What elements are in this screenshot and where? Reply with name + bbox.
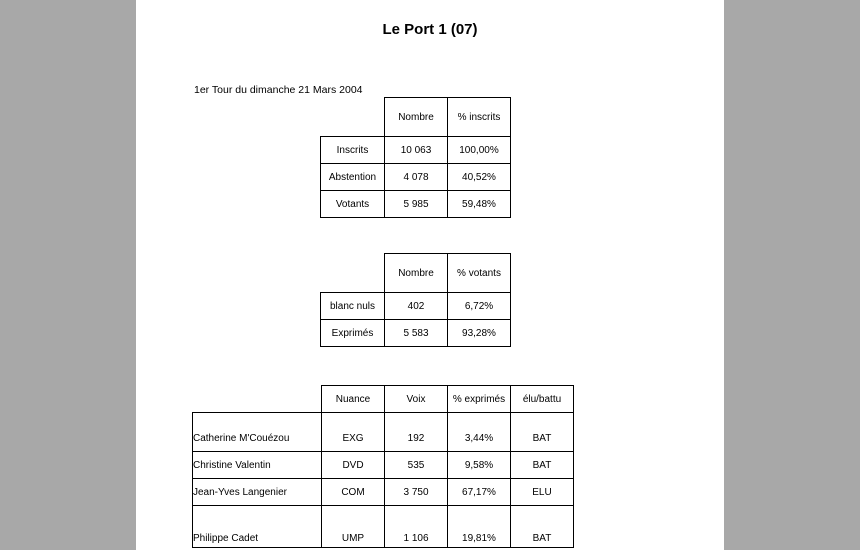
header-cell: Nuance [322,386,385,413]
table-cell: ELU [511,479,574,506]
table-cell: 40,52% [448,164,511,191]
candidate-name: Philippe Cadet [193,506,322,548]
table-cell: 93,28% [448,320,511,347]
table-row [193,506,574,548]
election-round-subtitle: 1er Tour du dimanche 21 Mars 2004 [194,84,363,96]
table-cell: 535 [385,452,448,479]
header-cell-empty [321,254,385,293]
table-cell: UMP [322,506,385,548]
table-cell: 100,00% [448,137,511,164]
candidates-table [192,385,574,548]
header-cell: Nombre [385,254,448,293]
table-cell: 5 985 [385,191,448,218]
table-cell: 59,48% [448,191,511,218]
candidate-name: Jean-Yves Langenier [193,479,322,506]
candidate-name: Christine Valentin [193,452,322,479]
table-row [321,137,511,164]
table-header-row [321,98,511,137]
row-label: Abstention [321,164,385,191]
table-cell: 192 [385,425,448,452]
table-header-row [321,254,511,293]
table-cell: 1 106 [385,506,448,548]
table-cell: 67,17% [448,479,511,506]
header-cell: % exprimés [448,386,511,413]
header-cell: Nombre [385,98,448,137]
row-label: Inscrits [321,137,385,164]
table-cell: BAT [511,425,574,452]
table-cell: 3,44% [448,425,511,452]
table-cell: 5 583 [385,320,448,347]
registration-table [320,97,511,218]
table-cell: BAT [511,506,574,548]
table-cell: 9,58% [448,452,511,479]
header-cell: % inscrits [448,98,511,137]
table-cell: 4 078 [385,164,448,191]
table-row [321,320,511,347]
row-label: blanc nuls [321,293,385,320]
header-cell-empty [193,386,322,413]
table-cell: 19,81% [448,506,511,548]
table-cell: 3 750 [385,479,448,506]
table-cell: DVD [322,452,385,479]
header-cell: Voix [385,386,448,413]
table-row [193,479,574,506]
table-cell: 6,72% [448,293,511,320]
row-label: Votants [321,191,385,218]
row-label: Exprimés [321,320,385,347]
table-cell: COM [322,479,385,506]
table-row [321,191,511,218]
votes-cast-table [320,253,511,347]
document-page [136,0,724,550]
spacer-row [193,413,574,426]
table-cell: 10 063 [385,137,448,164]
header-cell-empty [321,98,385,137]
page-title: Le Port 1 (07) [382,21,478,38]
table-header-row [193,386,574,413]
table-row [321,164,511,191]
table-row [321,293,511,320]
header-cell: élu/battu [511,386,574,413]
candidate-name: Catherine M'Couézou [193,425,322,452]
table-row [193,452,574,479]
table-cell: EXG [322,425,385,452]
header-cell: % votants [448,254,511,293]
table-cell: 402 [385,293,448,320]
table-row [193,425,574,452]
table-cell: BAT [511,452,574,479]
